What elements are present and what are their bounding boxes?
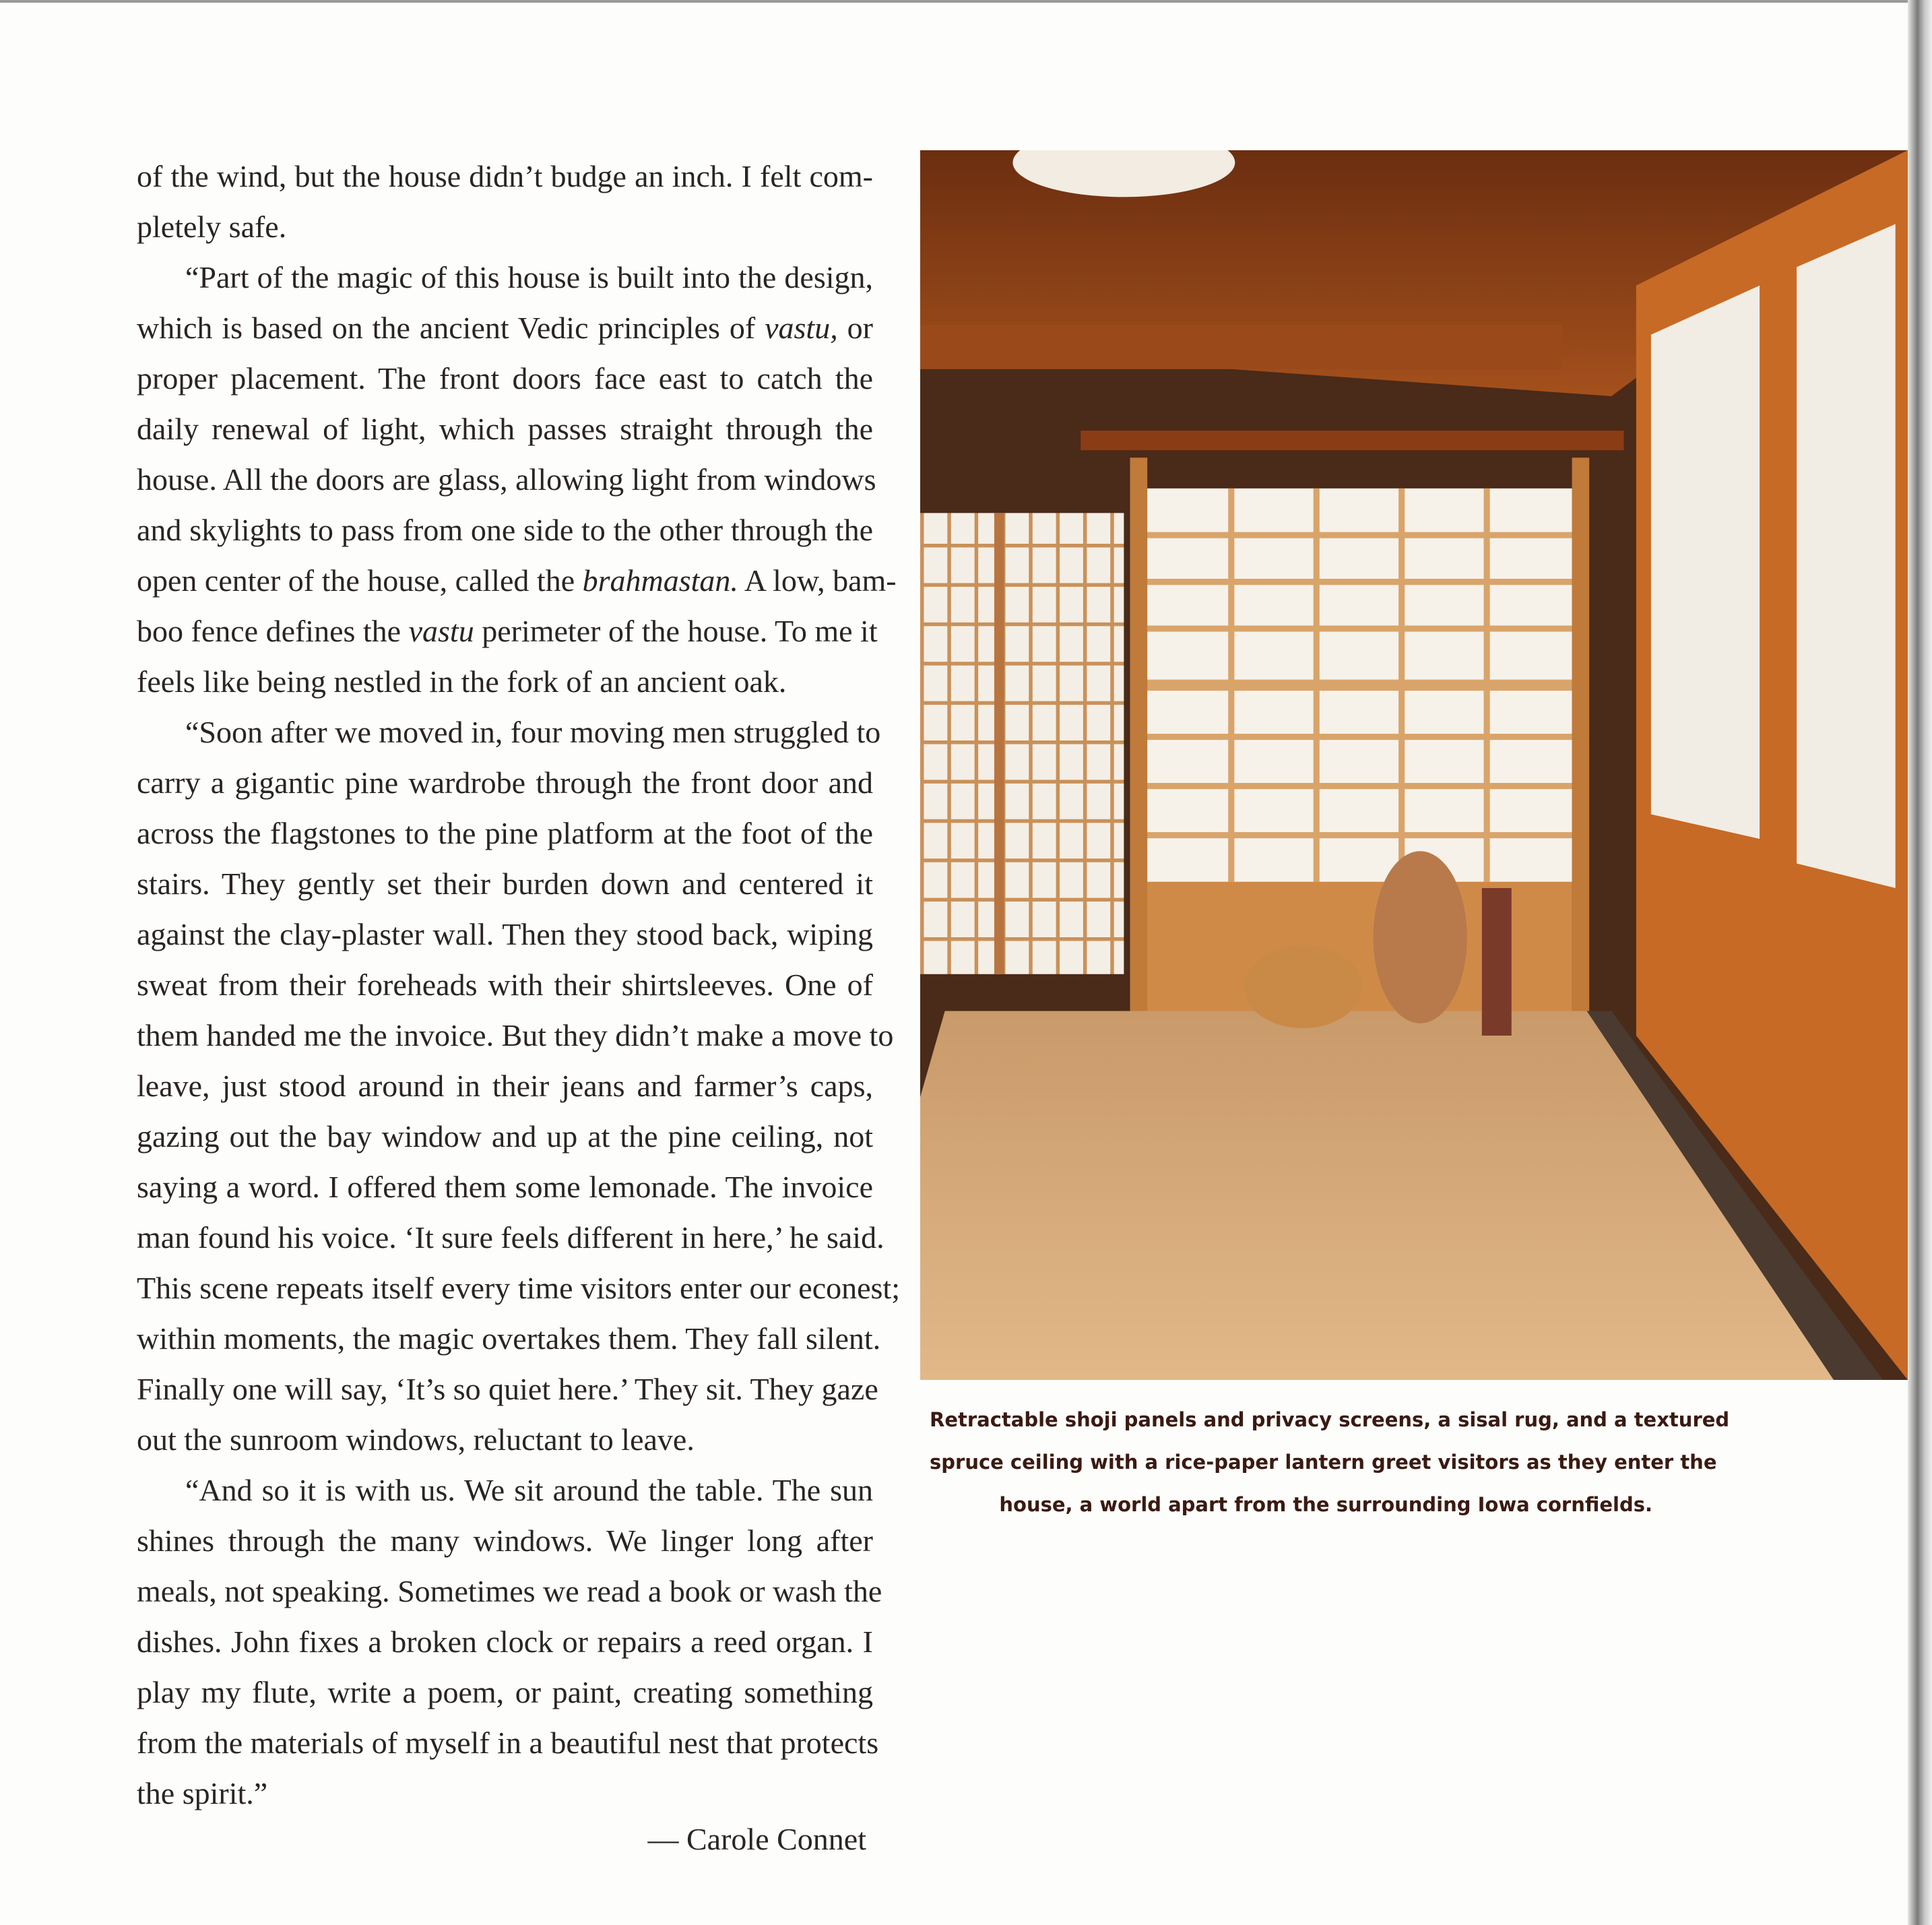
text-segment: within moments, the magic overtakes them. They fall silent. bbox=[137, 1321, 881, 1356]
text-segment: out the sunroom windows, reluctant to leave. bbox=[137, 1422, 695, 1457]
text-line bbox=[137, 757, 873, 808]
text-line bbox=[137, 707, 881, 757]
text-line bbox=[137, 1061, 873, 1111]
text-line bbox=[137, 1111, 873, 1162]
text-segment: “Part of the magic of this house is built into the design, bbox=[185, 260, 873, 294]
text-line bbox=[137, 454, 876, 505]
tall-vase bbox=[1482, 888, 1512, 1036]
text-line bbox=[137, 606, 878, 656]
text-segment: or bbox=[837, 311, 873, 345]
text-line bbox=[137, 1465, 873, 1515]
italic-term: vastu, bbox=[765, 311, 838, 345]
gourd bbox=[1244, 945, 1362, 1028]
text-segment: boo fence defines the bbox=[137, 614, 409, 648]
text-line bbox=[137, 1768, 873, 1819]
text-segment: dishes. John fixes a broken clock or repairs a reed organ. I bbox=[137, 1624, 873, 1659]
text-line bbox=[137, 1515, 873, 1566]
text-segment: saying a word. I offered them some lemonade. The invoice bbox=[137, 1170, 873, 1204]
vase bbox=[1374, 851, 1467, 1023]
text-line bbox=[137, 303, 873, 353]
photo-caption bbox=[930, 1399, 1730, 1526]
text-line bbox=[137, 858, 873, 909]
left-privacy-screen bbox=[920, 513, 1124, 974]
text-segment: sweat from their foreheads with their shirtsleeves. One of bbox=[137, 968, 873, 1002]
text-segment: across the flagstones to the pine platform at the foot of the bbox=[137, 816, 873, 850]
text-line bbox=[137, 1162, 873, 1212]
caption-line: house, a world apart from the surrounding Iowa cornfields. bbox=[999, 1493, 1652, 1516]
caption-line: Retractable shoji panels and privacy screens, a sisal rug, and a textured bbox=[930, 1408, 1730, 1431]
text-line bbox=[137, 1717, 879, 1768]
text-segment: gazing out the bay window and up at the pine ceiling, not bbox=[137, 1119, 873, 1154]
text-segment: of the wind, but the house didn’t budge an inch. I felt com- bbox=[137, 159, 873, 193]
ceiling-beam bbox=[920, 325, 1562, 369]
text-line bbox=[137, 1364, 878, 1414]
text-line bbox=[137, 201, 873, 252]
text-segment: against the clay-plaster wall. Then they stood back, wiping bbox=[137, 917, 873, 951]
text-segment: from the materials of myself in a beautiful nest that protects bbox=[137, 1726, 879, 1760]
text-segment: “Soon after we moved in, four moving men struggled to bbox=[185, 715, 881, 749]
text-segment: daily renewal of light, which passes straight through the bbox=[137, 412, 873, 446]
text-line bbox=[137, 353, 873, 404]
text-segment: man found his voice. ‘It sure feels different in here,’ he said. bbox=[137, 1220, 884, 1255]
text-line bbox=[137, 555, 897, 606]
body-text-column bbox=[137, 151, 900, 1819]
text-segment: the spirit.” bbox=[137, 1776, 268, 1810]
text-line bbox=[137, 909, 873, 959]
book-binding-edge bbox=[1908, 0, 1932, 1925]
text-segment: leave, just stood around in their jeans and farmer’s caps, bbox=[137, 1069, 873, 1103]
text-segment: A low, bam- bbox=[738, 563, 897, 598]
text-line bbox=[137, 151, 873, 201]
text-line bbox=[137, 1212, 884, 1263]
text-segment: play my flute, write a poem, or paint, creating something bbox=[137, 1675, 873, 1709]
italic-term: vastu bbox=[408, 614, 474, 648]
text-line bbox=[137, 1313, 881, 1364]
text-line bbox=[137, 252, 873, 303]
text-segment: which is based on the ancient Vedic principles of bbox=[137, 311, 765, 345]
text-segment: them handed me the invoice. But they didn’t make a move to bbox=[137, 1018, 894, 1052]
text-line bbox=[137, 1414, 873, 1465]
text-segment: shines through the many windows. We linger long after bbox=[137, 1523, 873, 1558]
text-segment: and skylights to pass from one side to the other through the bbox=[137, 513, 873, 547]
italic-term: brahmastan. bbox=[582, 563, 738, 598]
text-line bbox=[137, 505, 873, 555]
text-line bbox=[137, 959, 873, 1010]
text-line bbox=[137, 1616, 873, 1667]
text-segment: proper placement. The front doors face east to catch the bbox=[137, 361, 873, 396]
text-segment: carry a gigantic pine wardrobe through the front door and bbox=[137, 765, 873, 800]
text-line bbox=[137, 404, 873, 454]
text-line bbox=[137, 1010, 894, 1061]
text-line bbox=[137, 1263, 900, 1313]
text-segment: open center of the house, called the bbox=[137, 563, 583, 598]
photo-shoji-room bbox=[920, 150, 1908, 1380]
text-segment: perimeter of the house. To me it bbox=[474, 614, 878, 648]
text-line bbox=[137, 808, 873, 858]
shoji-frame-top bbox=[1081, 431, 1623, 450]
text-segment: Finally one will say, ‘It’s so quiet here.’ They sit. They gaze bbox=[137, 1372, 878, 1406]
text-segment: feels like being nestled in the fork of an ancient oak. bbox=[137, 664, 787, 699]
text-line bbox=[137, 1667, 873, 1717]
text-segment: This scene repeats itself every time visitors enter our econest; bbox=[137, 1271, 900, 1305]
caption-line: spruce ceiling with a rice-paper lantern greet visitors as they enter the bbox=[930, 1451, 1717, 1474]
text-segment: “And so it is with us. We sit around the table. The sun bbox=[185, 1473, 873, 1507]
attribution: — Carole Connet bbox=[647, 1822, 866, 1856]
page-top-edge bbox=[0, 0, 1932, 3]
text-segment: meals, not speaking. Sometimes we read a book or wash the bbox=[137, 1574, 882, 1608]
text-segment: pletely safe. bbox=[137, 210, 287, 244]
text-line bbox=[137, 656, 873, 707]
text-segment: house. All the doors are glass, allowing light from windows bbox=[137, 462, 876, 497]
text-segment: stairs. They gently set their burden down and centered it bbox=[137, 866, 873, 901]
text-line bbox=[137, 1566, 882, 1616]
